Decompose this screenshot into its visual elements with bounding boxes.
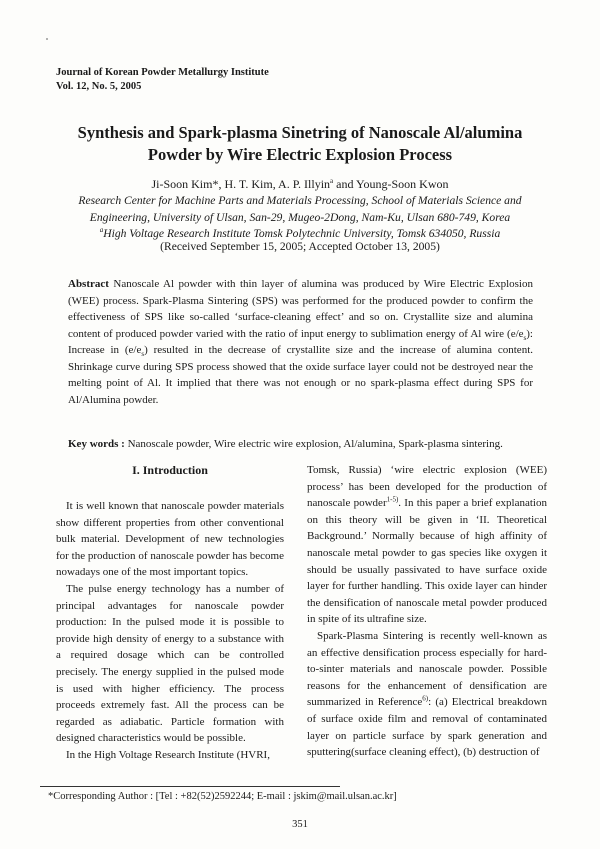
abstract-text-2: ): Increase in (e/e bbox=[68, 327, 533, 356]
intro-paragraph-1: It is well known that nanoscale powder materials show different properties from other conventional bulk material. Development of new technologies for the production of nanoscale powder has become nowadays one of the most important topics. bbox=[56, 500, 284, 579]
right-paragraph-2 bbox=[307, 628, 547, 761]
citation-6: 6) bbox=[422, 694, 429, 703]
authors-sup: a bbox=[330, 177, 334, 185]
affiliation-line-1: Research Center for Machine Parts and Materials Processing, School of Materials Science and bbox=[78, 194, 522, 207]
affiliation-line-3-text: High Voltage Research Institute Tomsk Polytechnic University, Tomsk 634050, Russia bbox=[103, 227, 501, 240]
right-p2-text-b: : (a) Electrical breakdown of surface oxide film and removal of contaminated layer on particle surface by spark generation and sputtering(surface cleaning effect), (b) destruction of bbox=[307, 696, 548, 759]
right-p1-text-a: Tomsk, Russia) ‘wire electric explosion (WEE) process’ has been developed for the production of nanoscale powder bbox=[307, 464, 547, 510]
corresponding-author-footnote: *Corresponding Author : [Tel : +82(52)2592244; E-mail : jskim@mail.ulsan.ac.kr] bbox=[48, 791, 397, 802]
right-column bbox=[307, 462, 547, 761]
abstract-text-1: Nanoscale Al powder with thin layer of alumina was produced by Wire Electric Explosion (WEE) process. Spark-Plasma Sintering (SPS) was performed for the produced powder to confirm the effectiveness of SPS like so-called ‘surface-cleaning effect’ and so on. Crystallite size and alumina content of produced powder varied with the ratio of input energy to sublimation energy of Al wire (e/e bbox=[68, 278, 533, 340]
received-dates: (Received September 15, 2005; Accepted October 13, 2005) bbox=[160, 240, 440, 253]
journal-header bbox=[56, 66, 269, 94]
page-number: 351 bbox=[292, 819, 308, 830]
abstract-sub-2: s bbox=[141, 350, 145, 359]
paper-title bbox=[40, 122, 560, 166]
scan-speck bbox=[46, 38, 48, 40]
intro-paragraph-3: In the High Voltage Research Institute (HVRI, bbox=[66, 748, 270, 761]
affiliations bbox=[30, 193, 570, 243]
affiliation-line-2: Engineering, University of Ulsan, San-29, Mugeo-2Dong, Nam-Ku, Ulsan 680-749, Korea bbox=[89, 210, 511, 224]
journal-name: Journal of Korean Powder Metallurgy Institute bbox=[56, 67, 269, 78]
authors-last: and Young-Soon Kwon bbox=[333, 177, 449, 191]
keywords bbox=[68, 436, 538, 452]
keywords-text: Nanoscale powder, Wire electric wire explosion, Al/alumina, Spark-plasma sintering. bbox=[127, 438, 503, 450]
authors-main: Ji-Soon Kim*, H. T. Kim, A. P. Illyin bbox=[151, 177, 331, 191]
abstract bbox=[68, 276, 533, 408]
footnote-divider bbox=[40, 786, 340, 787]
affiliation-sup: a bbox=[99, 226, 104, 235]
intro-paragraph-2: The pulse energy technology has a number of principal advantages for nanoscale powder production: In the pulsed mode it is possible to provide high density of energy to a substance with a required dosage which can be controlled precisely. The energy supplied in the pulsed mode is used with higher efficiency. The process proceeds extremely fast. All the process can be regarded as adiabatic. Particle formation with designed characteristics would be possible. bbox=[56, 582, 284, 745]
abstract-text-3: ) resulted in the decrease of crystallite size and the increase of alumina content. Shrinkage curve during SPS process showed that the oxide surface layer could not be destroyed near the melting point of Al. It implied that there was not enough or no spark-plasma effect during SPS for Al/Alumina powder. bbox=[68, 344, 533, 406]
right-paragraph-1 bbox=[307, 462, 547, 628]
keywords-label: Key words : bbox=[68, 438, 128, 450]
abstract-sub-1: s bbox=[523, 333, 527, 342]
author-list bbox=[30, 176, 570, 193]
journal-volume: Vol. 12, No. 5, 2005 bbox=[56, 81, 142, 92]
right-p2-text-a: Spark-Plasma Sintering is recently well-known as an effective densification process especially for hard-to-sinter materials and nanoscale powder. Possible reasons for the enhancement of densification are summarized in Reference bbox=[307, 629, 547, 709]
right-p1-text-b: . In this paper a brief explanation on this theory will be given in ‘II. Theoretical Background.’ Normally because of high affinity of nanoscale metal powder to gas species like oxygen it should be usually passivated to have surface oxide layer for further handling. This oxide layer can hinder the densification of nanoscale metal powder produced in spite of its ultrafine size. bbox=[307, 497, 547, 626]
left-column bbox=[56, 462, 284, 764]
title-line-1: Synthesis and Spark-plasma Sinetring of Nanoscale Al/alumina bbox=[77, 123, 523, 142]
title-line-2: Powder by Wire Electric Explosion Process bbox=[147, 145, 453, 164]
abstract-label: Abstract bbox=[68, 278, 109, 290]
section-heading: I. Introduction bbox=[132, 463, 208, 477]
citation-1-5: 1-5) bbox=[386, 495, 399, 504]
